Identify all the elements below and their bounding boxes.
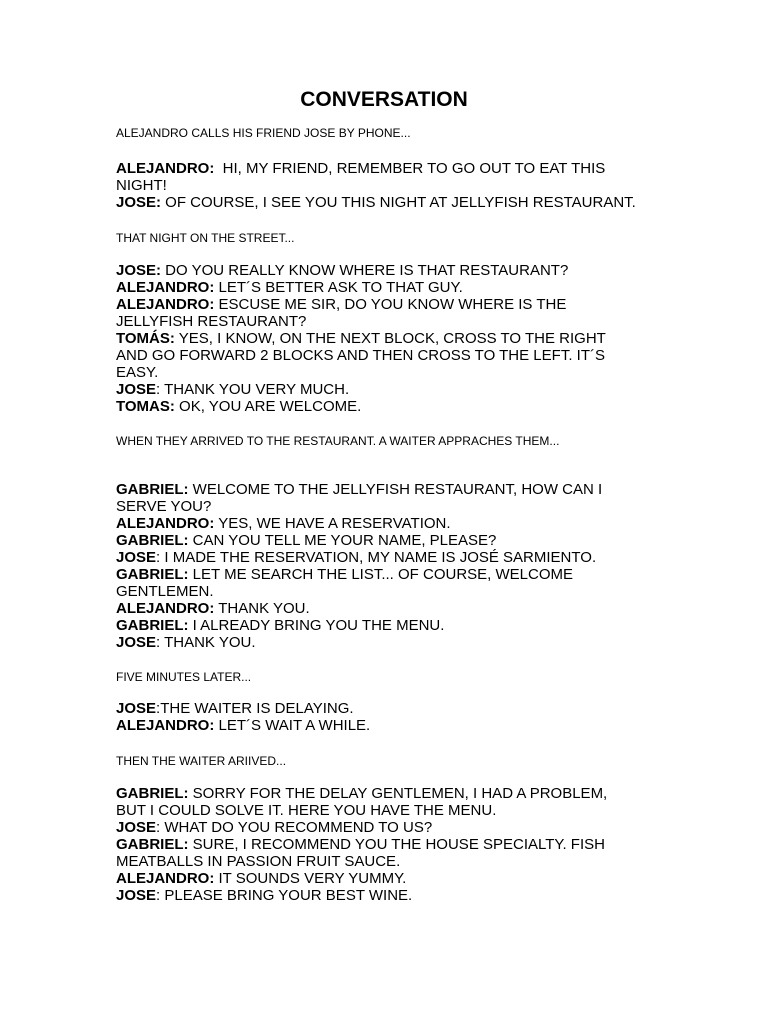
- dialogue-line: [116, 549, 636, 566]
- dialogue-text: : I MADE THE RESERVATION, MY NAME IS JOSÉ SARMIENTO.: [156, 549, 597, 566]
- dialogue-text: CAN YOU TELL ME YOUR NAME, PLEASE?: [188, 532, 497, 549]
- speaker-name: JOSE: [116, 887, 157, 904]
- dialogue-text: : THANK YOU VERY MUCH.: [156, 381, 350, 398]
- speaker-name: TOMÁS:: [116, 330, 175, 347]
- dialogue-text: YES, WE HAVE A RESERVATION.: [214, 515, 451, 532]
- dialogue-text: YES, I KNOW, ON THE NEXT BLOCK, CROSS TO THE RIGHT AND GO FORWARD 2 BLOCKS AND THEN CROSS TO THE LEFT. IT´S EASY.: [116, 330, 606, 381]
- dialogue-line: [116, 634, 636, 651]
- dialogue-line: [116, 700, 636, 717]
- dialogue-text: SURE, I RECOMMEND YOU THE HOUSE SPECIALTY. FISH MEATBALLS IN PASSION FRUIT SAUCE.: [116, 836, 605, 870]
- page-title: CONVERSATION: [300, 88, 468, 111]
- stage-note: WHEN THEY ARRIVED TO THE RESTAURANT. A WAITER APPRACHES THEM...: [116, 434, 560, 448]
- speaker-name: GABRIEL:: [116, 836, 189, 853]
- speaker-name: GABRIEL:: [116, 785, 189, 802]
- dialogue-text: IT SOUNDS VERY YUMMY.: [214, 870, 407, 887]
- dialogue-line: [116, 887, 636, 904]
- dialogue-line: [116, 532, 636, 549]
- conversation-body: [116, 126, 636, 904]
- speaker-name: TOMAS:: [116, 398, 175, 415]
- speaker-name: JOSE: [116, 549, 157, 566]
- dialogue-line: [116, 296, 636, 330]
- stage-note: THEN THE WAITER ARIIVED...: [116, 754, 287, 768]
- dialogue-line: [116, 836, 636, 870]
- speaker-name: GABRIEL:: [116, 481, 189, 498]
- dialogue-block-5: [116, 785, 636, 904]
- speaker-name: ALEJANDRO:: [116, 717, 215, 734]
- dialogue-text: : THANK YOU.: [156, 634, 256, 651]
- speaker-name: JOSE: [116, 634, 157, 651]
- speaker-name: JOSE:: [116, 262, 162, 279]
- dialogue-line: [116, 330, 636, 381]
- dialogue-line: [116, 600, 636, 617]
- dialogue-line: [116, 870, 636, 887]
- speaker-name: ALEJANDRO:: [116, 296, 215, 313]
- speaker-name: JOSE: [116, 819, 157, 836]
- stage-note: FIVE MINUTES LATER...: [116, 670, 252, 684]
- dialogue-text: LET ME SEARCH THE LIST... OF COURSE, WELCOME GENTLEMEN.: [116, 566, 574, 600]
- stage-note: ALEJANDRO CALLS HIS FRIEND JOSE BY PHONE...: [116, 126, 411, 140]
- dialogue-text: OF COURSE, I SEE YOU THIS NIGHT AT JELLYFISH RESTAURANT.: [161, 194, 636, 211]
- dialogue-line: [116, 717, 636, 734]
- dialogue-text: I ALREADY BRING YOU THE MENU.: [188, 617, 445, 634]
- dialogue-line: [116, 160, 636, 194]
- speaker-name: ALEJANDRO:: [116, 870, 215, 887]
- dialogue-text: : WHAT DO YOU RECOMMEND TO US?: [156, 819, 433, 836]
- dialogue-text: LET´S WAIT A WHILE.: [214, 717, 371, 734]
- dialogue-line: [116, 279, 636, 296]
- speaker-name: GABRIEL:: [116, 566, 189, 583]
- dialogue-line: [116, 515, 636, 532]
- speaker-name: ALEJANDRO:: [116, 160, 215, 177]
- speaker-name: JOSE: [116, 381, 157, 398]
- dialogue-line: [116, 617, 636, 634]
- dialogue-block-2: [116, 262, 636, 415]
- dialogue-line: [116, 381, 636, 398]
- dialogue-text: OK, YOU ARE WELCOME.: [174, 398, 362, 415]
- dialogue-line: [116, 262, 636, 279]
- dialogue-block-3: [116, 481, 636, 651]
- dialogue-text: ESCUSE ME SIR, DO YOU KNOW WHERE IS THE JELLYFISH RESTAURANT?: [116, 296, 567, 330]
- dialogue-text: SORRY FOR THE DELAY GENTLEMEN, I HAD A PROBLEM, BUT I COULD SOLVE IT. HERE YOU HAVE THE MENU.: [116, 785, 608, 819]
- dialogue-line: [116, 481, 636, 515]
- speaker-name: ALEJANDRO:: [116, 600, 215, 617]
- dialogue-text: LET´S BETTER ASK TO THAT GUY.: [214, 279, 463, 296]
- speaker-name: ALEJANDRO:: [116, 515, 215, 532]
- speaker-name: JOSE: [116, 700, 157, 717]
- speaker-name: GABRIEL:: [116, 617, 189, 634]
- dialogue-text: WELCOME TO THE JELLYFISH RESTAURANT, HOW CAN I SERVE YOU?: [116, 481, 603, 515]
- speaker-name: GABRIEL:: [116, 532, 189, 549]
- dialogue-text: : PLEASE BRING YOUR BEST WINE.: [156, 887, 413, 904]
- dialogue-text: :THE WAITER IS DELAYING.: [156, 700, 354, 717]
- dialogue-text: HI, MY FRIEND, REMEMBER TO GO OUT TO EAT THIS NIGHT!: [116, 160, 610, 194]
- dialogue-text: THANK YOU.: [214, 600, 310, 617]
- dialogue-text: DO YOU REALLY KNOW WHERE IS THAT RESTAURANT?: [161, 262, 569, 279]
- speaker-name: ALEJANDRO:: [116, 279, 215, 296]
- dialogue-block-1: [116, 160, 636, 211]
- dialogue-line: [116, 194, 636, 211]
- dialogue-line: [116, 398, 636, 415]
- dialogue-line: [116, 566, 636, 600]
- dialogue-block-4: [116, 700, 636, 734]
- stage-note: THAT NIGHT ON THE STREET...: [116, 231, 295, 245]
- dialogue-line: [116, 785, 636, 819]
- speaker-name: JOSE:: [116, 194, 162, 211]
- dialogue-line: [116, 819, 636, 836]
